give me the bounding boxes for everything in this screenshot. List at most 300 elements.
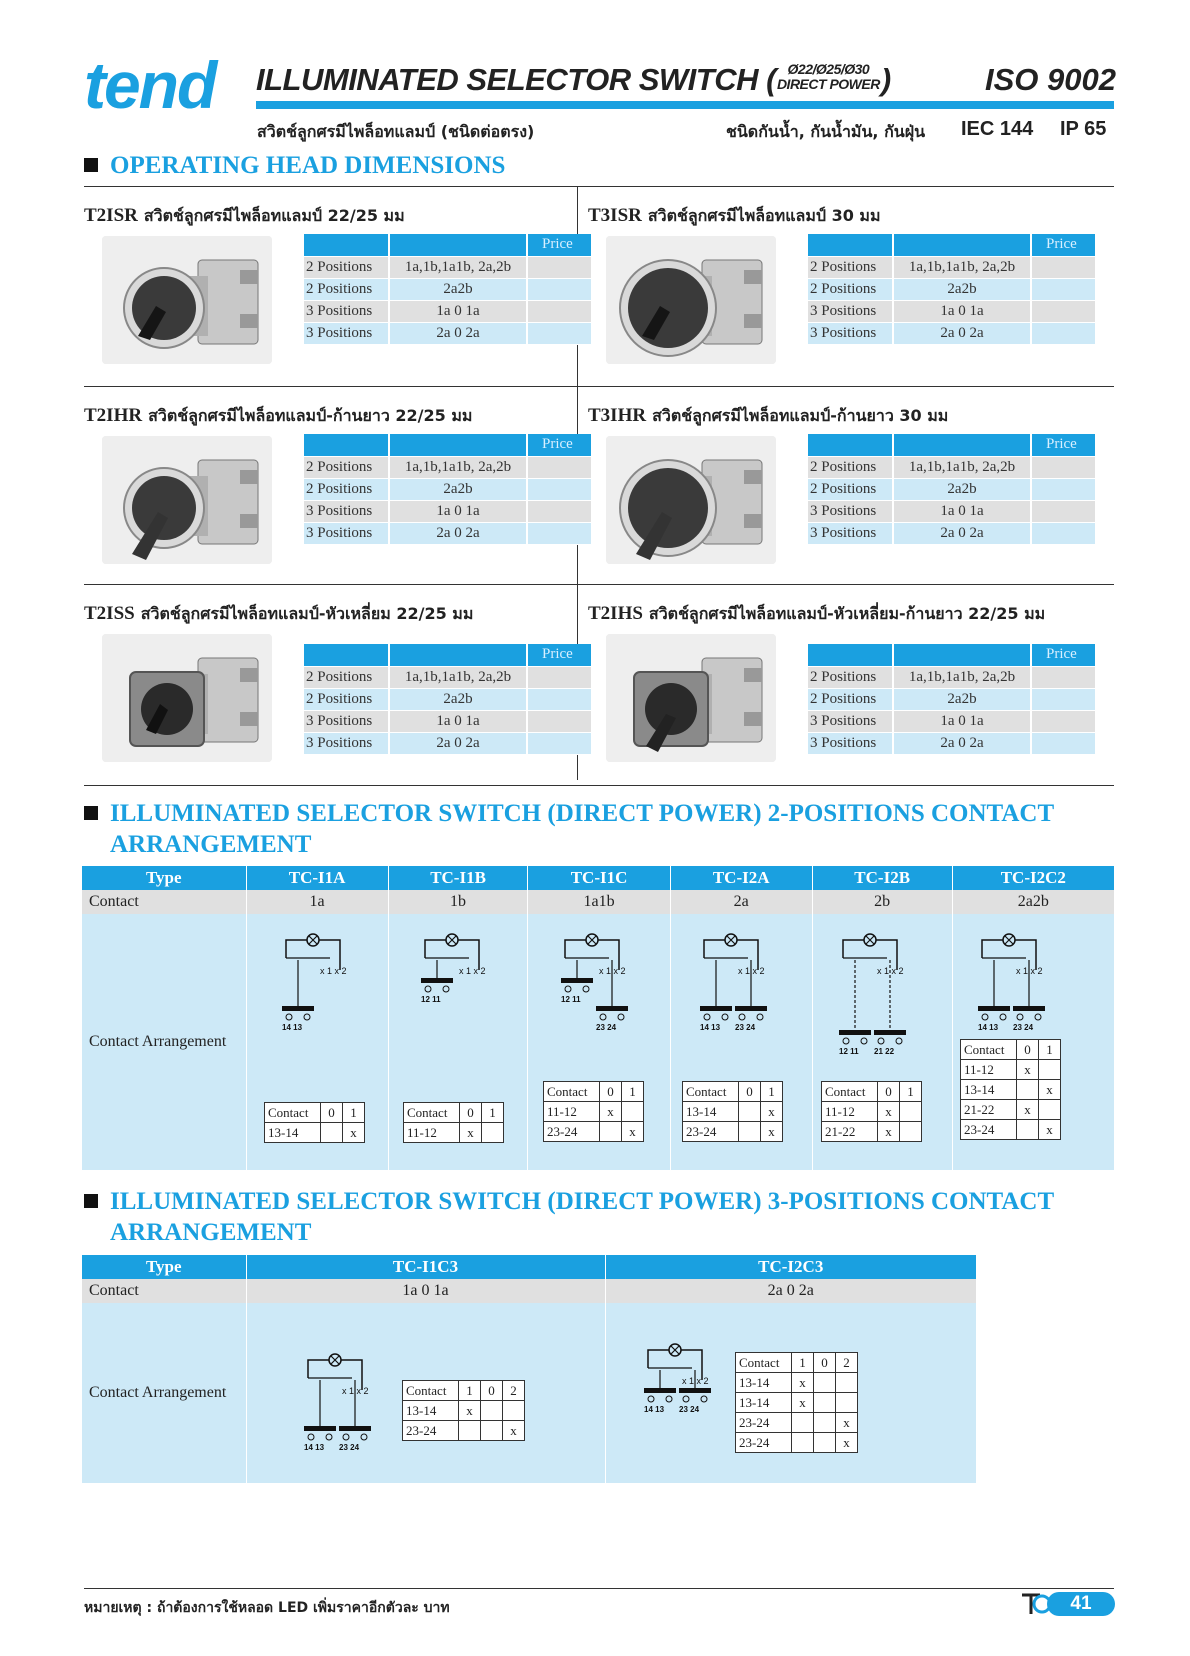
- mini-cell: x: [761, 1122, 783, 1142]
- mini-header-cell: Contact: [404, 1103, 460, 1123]
- contact-cell: 1a 0 1a: [389, 710, 527, 732]
- mini-cell: [1039, 1060, 1061, 1080]
- type-cell: TC-I2A: [670, 866, 812, 890]
- svg-text:12 11: 12 11: [421, 995, 441, 1004]
- contact-cell: 1a,1b,1a1b, 2a,2b: [893, 456, 1031, 478]
- price-row: [808, 278, 1095, 300]
- arrangement-label: Contact Arrangement: [82, 914, 246, 1170]
- contact-schematic-icon: [407, 930, 497, 1045]
- type-cell: TC-I2B: [812, 866, 952, 890]
- positions-cell: 3 Positions: [304, 710, 389, 732]
- mini-cell: 21-22: [961, 1100, 1017, 1120]
- mini-cell: [622, 1102, 644, 1122]
- type-cell: TC-I1B: [388, 866, 528, 890]
- product-code: T2ISR: [84, 205, 138, 226]
- mini-header-cell: 0: [460, 1103, 482, 1123]
- mini-cell: x: [1039, 1120, 1061, 1140]
- contact-schematic-icon: [290, 1350, 380, 1465]
- product-name: สวิตช์ลูกศรมีไพล็อทแลมป์ 30 มม: [647, 206, 881, 225]
- title-main: ILLUMINATED SELECTOR SWITCH (: [256, 62, 776, 97]
- contact-state-table: [960, 1039, 1061, 1140]
- price-cell: [1031, 278, 1095, 300]
- contact-cell: 1a 0 1a: [893, 500, 1031, 522]
- type-cell: TC-I2C3: [605, 1255, 976, 1279]
- positions-cell: 2 Positions: [304, 688, 389, 710]
- contact-state-table: [403, 1102, 504, 1143]
- contact-row: [82, 890, 1114, 914]
- divider: [84, 386, 1114, 387]
- price-cell: [1031, 300, 1095, 322]
- mini-cell: 21-22: [822, 1122, 878, 1142]
- svg-text:14 13: 14 13: [304, 1443, 325, 1452]
- mini-cell: [814, 1413, 836, 1433]
- contact-cell: 2a 0 2a: [389, 322, 527, 344]
- product-code: T2ISS: [84, 603, 135, 624]
- price-table-header: [808, 434, 1095, 456]
- mini-header-cell: 1: [459, 1381, 481, 1401]
- section-bullet: [84, 1194, 98, 1208]
- price-table-header: [304, 234, 591, 256]
- price-cell: [1031, 500, 1095, 522]
- positions-cell: 2 Positions: [808, 666, 893, 688]
- contact-label: Contact: [82, 890, 246, 914]
- mini-cell: 13-14: [265, 1123, 321, 1143]
- iec-label: IEC 144: [961, 118, 1034, 140]
- mini-cell: x: [836, 1413, 858, 1433]
- mini-cell: x: [343, 1123, 365, 1143]
- price-cell: [1031, 256, 1095, 278]
- product-photo: [102, 436, 272, 564]
- mini-cell: 23-24: [683, 1122, 739, 1142]
- contact-cell: 2a2b: [893, 688, 1031, 710]
- contact-cell: 2a 0 2a: [389, 732, 527, 754]
- mini-cell: x: [878, 1122, 900, 1142]
- mini-cell: [792, 1433, 814, 1453]
- mini-cell: x: [459, 1401, 481, 1421]
- positions-cell: 2 Positions: [304, 456, 389, 478]
- type-cell: TC-I1C3: [246, 1255, 605, 1279]
- ip-label: IP 65: [1060, 118, 1107, 140]
- mini-header-cell: 1: [792, 1353, 814, 1373]
- mini-cell: x: [792, 1393, 814, 1413]
- contact-cell: 2a2b: [893, 478, 1031, 500]
- positions-cell: 3 Positions: [304, 322, 389, 344]
- price-cell: [1031, 666, 1095, 688]
- mini-cell: x: [600, 1102, 622, 1122]
- contact-schematic-icon: [268, 930, 358, 1045]
- contact-cell: 1a,1b,1a1b, 2a,2b: [389, 256, 527, 278]
- svg-text:23 24: 23 24: [1013, 1023, 1034, 1032]
- mini-cell: [739, 1122, 761, 1142]
- price-cell: [527, 256, 591, 278]
- mini-header-cell: 0: [878, 1082, 900, 1102]
- mini-header-cell: 2: [503, 1381, 525, 1401]
- mini-header-cell: 1: [343, 1103, 365, 1123]
- title-rule: [256, 101, 1114, 109]
- contact-cell: 2a2b: [389, 478, 527, 500]
- contact-cell: 1b: [388, 890, 528, 914]
- price-cell: [1031, 522, 1095, 544]
- contact-cell: 1a 0 1a: [893, 300, 1031, 322]
- svg-text:x 1 x 2: x 1 x 2: [682, 1376, 709, 1386]
- price-row: [304, 300, 591, 322]
- contact-state-table: [264, 1102, 365, 1143]
- price-row: [304, 666, 591, 688]
- contact-schematic-icon: [547, 930, 637, 1045]
- contact-cell: 1a,1b,1a1b, 2a,2b: [389, 456, 527, 478]
- mini-cell: [836, 1373, 858, 1393]
- mini-cell: 11-12: [544, 1102, 600, 1122]
- mini-cell: [814, 1393, 836, 1413]
- mini-cell: [1017, 1120, 1039, 1140]
- price-cell: [527, 478, 591, 500]
- mini-header-cell: 0: [481, 1381, 503, 1401]
- header-cell: [389, 434, 527, 456]
- mini-cell: [503, 1401, 525, 1421]
- product-name: สวิตช์ลูกศรมีไพล็อทแลมป์-ก้านยาว 22/25 มม: [148, 406, 473, 425]
- positions-cell: 3 Positions: [808, 322, 893, 344]
- price-row: [304, 688, 591, 710]
- price-table: [304, 434, 591, 545]
- header-cell: [893, 434, 1031, 456]
- price-row: [808, 688, 1095, 710]
- contact-cell: 1a,1b,1a1b, 2a,2b: [893, 666, 1031, 688]
- contact-cell: 2a2b: [952, 890, 1114, 914]
- mini-header-cell: 0: [600, 1082, 622, 1102]
- mini-cell: x: [1017, 1100, 1039, 1120]
- header-cell: [389, 644, 527, 666]
- contact-cell: 2a 0 2a: [893, 732, 1031, 754]
- header-cell: [389, 234, 527, 256]
- header-cell: [893, 234, 1031, 256]
- price-table: [808, 644, 1095, 755]
- mini-header-cell: Contact: [961, 1040, 1017, 1060]
- product-title: [588, 602, 1045, 627]
- price-cell: [527, 322, 591, 344]
- contact-state-table: [821, 1081, 922, 1142]
- section-three-positions: ILLUMINATED SELECTOR SWITCH (DIRECT POWER) 3-POSITIONS CONTACT ARRANGEMENT: [110, 1188, 1054, 1246]
- price-cell: [527, 522, 591, 544]
- price-row: [808, 666, 1095, 688]
- mini-cell: 13-14: [736, 1393, 792, 1413]
- title-close: ): [880, 62, 891, 97]
- product-title: [84, 602, 473, 627]
- product-name: สวิตช์ลูกศรมีไพล็อทแลมป์-หัวเหลี่ยม-ก้านยาว 22/25 มม: [648, 604, 1046, 623]
- positions-cell: 2 Positions: [808, 456, 893, 478]
- positions-cell: 2 Positions: [304, 278, 389, 300]
- mini-header-cell: 2: [836, 1353, 858, 1373]
- price-table: [304, 234, 591, 345]
- header-cell: [808, 234, 893, 256]
- mini-header-cell: Contact: [736, 1353, 792, 1373]
- positions-cell: 2 Positions: [808, 278, 893, 300]
- svg-text:14 13: 14 13: [644, 1405, 665, 1414]
- mini-header-cell: 0: [321, 1103, 343, 1123]
- contact-state-table: [682, 1081, 783, 1142]
- svg-text:23 24: 23 24: [679, 1405, 700, 1414]
- svg-text:x 1 x 2: x 1 x 2: [320, 966, 347, 976]
- mini-cell: [900, 1102, 922, 1122]
- section-bullet: [84, 806, 98, 820]
- product-name: สวิตช์ลูกศรมีไพล็อทแลมป์ 22/25 มม: [143, 206, 405, 225]
- price-row: [304, 278, 591, 300]
- mini-cell: [482, 1123, 504, 1143]
- price-table-header: [304, 644, 591, 666]
- price-table-header: [304, 434, 591, 456]
- mini-cell: x: [878, 1102, 900, 1122]
- mini-header-cell: 1: [761, 1082, 783, 1102]
- positions-cell: 2 Positions: [808, 478, 893, 500]
- svg-text:12 11: 12 11: [561, 995, 581, 1004]
- price-cell: [1031, 322, 1095, 344]
- price-cell: [1031, 688, 1095, 710]
- price-row: [808, 322, 1095, 344]
- section-two-positions: ILLUMINATED SELECTOR SWITCH (DIRECT POWER) 2-POSITIONS CONTACT ARRANGEMENT: [110, 800, 1054, 858]
- product-name: สวิตช์ลูกศรมีไพล็อทแลมป์-หัวเหลี่ยม 22/25 มม: [140, 604, 474, 623]
- contact-cell: 2a2b: [389, 688, 527, 710]
- type-cell: TC-I2C2: [952, 866, 1114, 890]
- price-cell: [527, 666, 591, 688]
- svg-text:23 24: 23 24: [735, 1023, 756, 1032]
- contact-schematic-icon: [630, 1340, 720, 1445]
- mini-cell: [600, 1122, 622, 1142]
- svg-text:x 1 x 2: x 1 x 2: [877, 966, 904, 976]
- mini-cell: [836, 1393, 858, 1413]
- header-cell: [808, 434, 893, 456]
- contact-schematic-icon: [964, 930, 1054, 1045]
- subtitle-protection: ชนิดกันน้ำ, กันน้ำมัน, กันฝุ่น: [726, 122, 925, 141]
- price-row: [808, 300, 1095, 322]
- section-operating-head: OPERATING HEAD DIMENSIONS: [110, 152, 506, 179]
- product-name: สวิตช์ลูกศรมีไพล็อทแลมป์-ก้านยาว 30 มม: [652, 406, 949, 425]
- mini-cell: [739, 1102, 761, 1122]
- contact-cell: 1a: [246, 890, 388, 914]
- svg-text:x 1 x 2: x 1 x 2: [459, 966, 486, 976]
- price-row: [304, 500, 591, 522]
- contact-cell: 1a,1b,1a1b, 2a,2b: [893, 256, 1031, 278]
- price-cell: [1031, 732, 1095, 754]
- header-cell: [304, 434, 389, 456]
- mini-header-cell: 1: [1039, 1040, 1061, 1060]
- mini-header-cell: 0: [1017, 1040, 1039, 1060]
- divider: [84, 584, 1114, 585]
- price-cell: [1031, 456, 1095, 478]
- table-header-row: [82, 866, 1114, 890]
- mini-cell: [1039, 1100, 1061, 1120]
- mini-cell: [1017, 1080, 1039, 1100]
- product-code: T3IHR: [588, 405, 647, 426]
- page-number: 41: [1047, 1592, 1115, 1616]
- price-header: Price: [1031, 644, 1095, 666]
- price-header: Price: [1031, 234, 1095, 256]
- svg-text:x 1 x 2: x 1 x 2: [1016, 966, 1043, 976]
- product-code: T2IHS: [588, 603, 643, 624]
- price-cell: [527, 456, 591, 478]
- positions-cell: 2 Positions: [304, 256, 389, 278]
- svg-text:23 24: 23 24: [339, 1443, 360, 1452]
- header-cell: [808, 644, 893, 666]
- section-bullet: [84, 158, 98, 172]
- contact-cell: 1a 0 1a: [893, 710, 1031, 732]
- iso-label: ISO 9002: [985, 62, 1116, 97]
- mini-cell: 23-24: [736, 1413, 792, 1433]
- svg-text:12 11: 12 11: [839, 1047, 859, 1056]
- contact-row: [82, 1279, 976, 1303]
- mini-cell: 11-12: [822, 1102, 878, 1122]
- svg-text:23 24: 23 24: [596, 1023, 617, 1032]
- positions-cell: 3 Positions: [808, 522, 893, 544]
- svg-text:x 1 x 2: x 1 x 2: [599, 966, 626, 976]
- svg-text:14 13: 14 13: [700, 1023, 721, 1032]
- mini-cell: 13-14: [961, 1080, 1017, 1100]
- mini-cell: x: [460, 1123, 482, 1143]
- page-title: [256, 62, 891, 98]
- contact-cell: 2a 0 2a: [893, 322, 1031, 344]
- contact-schematic-icon: [686, 930, 776, 1045]
- header-cell: [893, 644, 1031, 666]
- product-photo: [606, 236, 776, 364]
- mini-cell: 13-14: [683, 1102, 739, 1122]
- mini-header-cell: Contact: [265, 1103, 321, 1123]
- price-table: [304, 644, 591, 755]
- mini-cell: 11-12: [961, 1060, 1017, 1080]
- mini-cell: x: [792, 1373, 814, 1393]
- product-code: T2IHR: [84, 405, 143, 426]
- price-row: [808, 522, 1095, 544]
- positions-cell: 2 Positions: [304, 478, 389, 500]
- price-row: [808, 478, 1095, 500]
- price-cell: [527, 710, 591, 732]
- price-table-header: [808, 644, 1095, 666]
- price-cell: [1031, 478, 1095, 500]
- arrangement-label: Contact Arrangement: [82, 1303, 246, 1483]
- mini-header-cell: 1: [622, 1082, 644, 1102]
- product-photo: [102, 634, 272, 762]
- contact-label: Contact: [82, 1279, 246, 1303]
- mini-header-cell: Contact: [403, 1381, 459, 1401]
- positions-cell: 3 Positions: [304, 732, 389, 754]
- price-row: [304, 322, 591, 344]
- contact-cell: 2a 0 2a: [893, 522, 1031, 544]
- header-cell: [304, 644, 389, 666]
- positions-cell: 3 Positions: [304, 500, 389, 522]
- footer-rule: [84, 1588, 1114, 1589]
- type-cell: TC-I1C: [528, 866, 670, 890]
- price-table: [808, 434, 1095, 545]
- mini-cell: x: [1017, 1060, 1039, 1080]
- contact-cell: 1a1b: [528, 890, 670, 914]
- product-code: T3ISR: [588, 205, 642, 226]
- price-cell: [1031, 710, 1095, 732]
- mini-cell: 13-14: [403, 1401, 459, 1421]
- positions-cell: 2 Positions: [808, 688, 893, 710]
- positions-cell: 3 Positions: [808, 732, 893, 754]
- mini-cell: 23-24: [544, 1122, 600, 1142]
- price-cell: [527, 688, 591, 710]
- contact-cell: 1a 0 1a: [389, 300, 527, 322]
- mini-header-cell: Contact: [544, 1082, 600, 1102]
- price-header: Price: [527, 434, 591, 456]
- title-diameters: Ø22/Ø25/Ø30 DIRECT POWER: [776, 61, 880, 92]
- price-row: [304, 732, 591, 754]
- svg-text:14 13: 14 13: [978, 1023, 999, 1032]
- price-header: Price: [1031, 434, 1095, 456]
- divider: [84, 186, 1114, 187]
- header-cell: [304, 234, 389, 256]
- mini-header-cell: Contact: [822, 1082, 878, 1102]
- mini-cell: [459, 1421, 481, 1441]
- price-row: [808, 256, 1095, 278]
- contact-cell: 2b: [812, 890, 952, 914]
- mini-cell: 23-24: [961, 1120, 1017, 1140]
- mini-header-cell: 0: [739, 1082, 761, 1102]
- mini-header-cell: 1: [900, 1082, 922, 1102]
- product-title: [588, 204, 881, 229]
- mini-cell: x: [836, 1433, 858, 1453]
- mini-cell: [321, 1123, 343, 1143]
- mini-cell: [481, 1421, 503, 1441]
- mini-cell: x: [761, 1102, 783, 1122]
- mini-cell: [814, 1373, 836, 1393]
- product-photo: [606, 634, 776, 762]
- contact-state-table: [543, 1081, 644, 1142]
- table-header-row: [82, 1255, 976, 1279]
- mini-cell: 23-24: [403, 1421, 459, 1441]
- positions-cell: 3 Positions: [808, 500, 893, 522]
- positions-cell: 3 Positions: [304, 522, 389, 544]
- price-header: Price: [527, 234, 591, 256]
- contact-cell: 2a: [670, 890, 812, 914]
- mini-cell: [792, 1413, 814, 1433]
- price-table-header: [808, 234, 1095, 256]
- brand-logo: tend: [84, 48, 216, 122]
- subtitle-thai: สวิตช์ลูกศรมีไพล็อทแลมป์ (ชนิดต่อตรง): [257, 122, 535, 141]
- price-row: [808, 732, 1095, 754]
- contact-cell: 1a 0 1a: [389, 500, 527, 522]
- price-cell: [527, 278, 591, 300]
- price-table: [808, 234, 1095, 345]
- product-title: [588, 404, 948, 429]
- mini-cell: x: [622, 1122, 644, 1142]
- price-row: [304, 456, 591, 478]
- mini-header-cell: Contact: [683, 1082, 739, 1102]
- contact-cell: 2a 0 2a: [389, 522, 527, 544]
- price-row: [808, 710, 1095, 732]
- price-row: [304, 522, 591, 544]
- contact-cell: 1a,1b,1a1b, 2a,2b: [389, 666, 527, 688]
- mini-header-cell: 1: [482, 1103, 504, 1123]
- contact-cell: 1a 0 1a: [246, 1279, 605, 1303]
- positions-cell: 2 Positions: [808, 256, 893, 278]
- price-header: Price: [527, 644, 591, 666]
- price-row: [304, 478, 591, 500]
- positions-cell: 2 Positions: [304, 666, 389, 688]
- contact-cell: 2a2b: [389, 278, 527, 300]
- price-row: [808, 500, 1095, 522]
- type-cell: TC-I1A: [246, 866, 388, 890]
- svg-text:x 1 x 2: x 1 x 2: [342, 1386, 369, 1396]
- contact-cell: 2a 0 2a: [605, 1279, 976, 1303]
- contact-schematic-icon: [825, 930, 915, 1065]
- positions-cell: 3 Positions: [304, 300, 389, 322]
- positions-cell: 3 Positions: [808, 710, 893, 732]
- mini-cell: [814, 1433, 836, 1453]
- positions-cell: 3 Positions: [808, 300, 893, 322]
- svg-text:21 22: 21 22: [874, 1047, 895, 1056]
- svg-text:14 13: 14 13: [282, 1023, 303, 1032]
- product-photo: [606, 436, 776, 564]
- mini-cell: x: [503, 1421, 525, 1441]
